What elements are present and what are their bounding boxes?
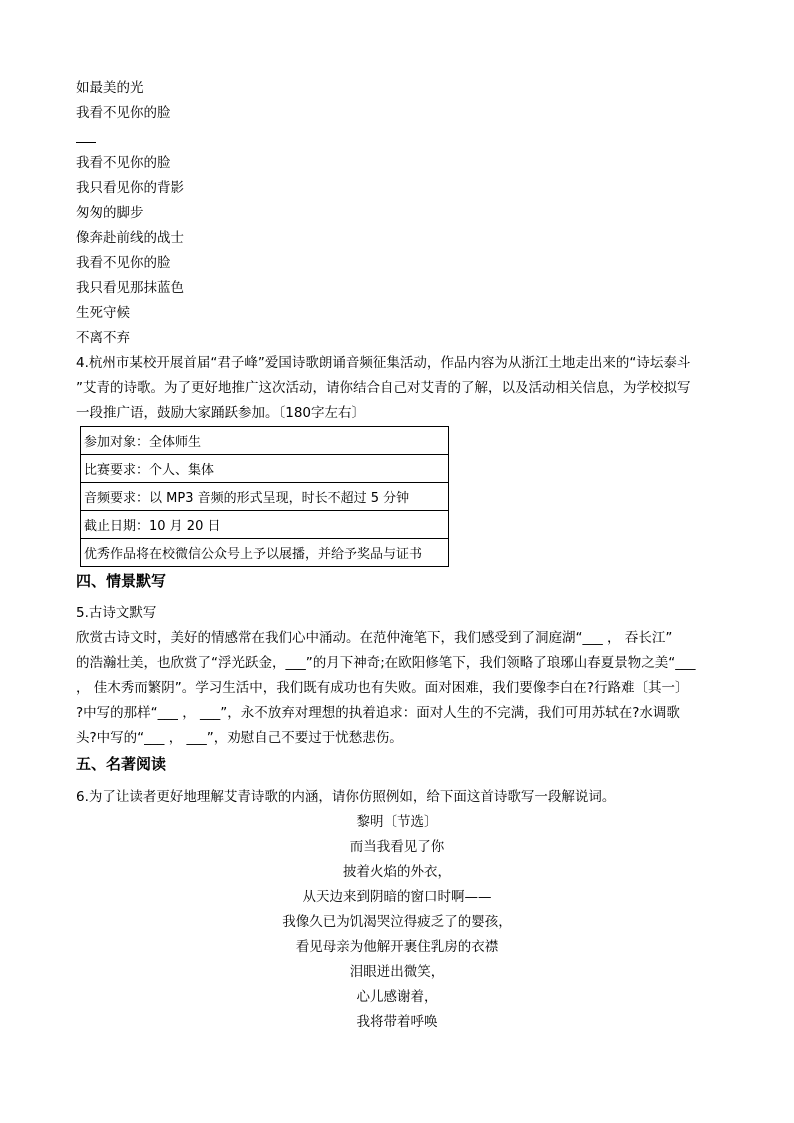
table-row (81, 455, 449, 483)
poem-line: 而当我看见了你 (349, 839, 445, 855)
poem-title: 黎明〔节选〕 (356, 814, 438, 830)
table-cell: 参加对象：全体师生 (81, 427, 449, 455)
poem-line: 我看不见你的脸 (76, 155, 171, 171)
section-heading: 四、情景默写 (76, 572, 167, 590)
question-4-text: 一段推广语，鼓励大家踊跃参加。〔180字左右〕 (76, 405, 366, 421)
table-cell: 优秀作品将在校微信公众号上予以展播，并给予奖品与证书 (81, 539, 449, 567)
table-row (81, 427, 449, 455)
poem-line: 我只看见你的背影 (76, 180, 184, 196)
question-5-text: ?中写的那样“___ ， ___”，永不放弃对理想的执着追求：面对人生的不完满，我们可用苏轼在?水调歌 (76, 705, 680, 721)
poem-line: 披着火焰的外衣， (343, 864, 451, 880)
poem-line: 泪眼迸出微笑， (349, 964, 445, 980)
activity-info-table (80, 426, 449, 567)
poem-line: 我像久已为饥渴哭泣得疲乏了的婴孩， (282, 914, 512, 930)
poem-line: 我看不见你的脸 (76, 105, 171, 121)
question-4-text: ”艾青的诗歌。为了更好地推广这次活动，请你结合自己对艾青的了解，以及活动相关信息，为学校拟写 (76, 380, 691, 396)
poem-line: 我将带着呼唤 (356, 1014, 438, 1030)
question-5-text: 头?中写的“___ ， ___”，劝慰自己不要过于忧愁悲伤。 (76, 730, 403, 746)
poem-line: 不离不弃 (76, 330, 130, 346)
poem-line: 我只看见那抹蓝色 (76, 280, 184, 296)
poem-line: 像奔赴前线的战士 (76, 230, 184, 246)
question-6-text: 6.为了让读者更好地理解艾青诗歌的内涵，请你仿照例如，给下面这首诗歌写一段解说词。 (76, 789, 616, 805)
question-5-text: 的浩瀚壮美，也欣赏了“浮光跃金，___”的月下神奇;在欧阳修笔下，我们领略了琅琊山春夏景物之美“___ (76, 655, 696, 671)
section-heading: 五、名著阅读 (76, 755, 167, 773)
section-divider-dash (76, 142, 96, 143)
poem-line: 心儿感谢着， (356, 989, 438, 1005)
table-row (81, 483, 449, 511)
table-row (81, 511, 449, 539)
question-5-title: 5.古诗文默写 (76, 605, 157, 621)
table-cell: 比赛要求：个人、集体 (81, 455, 449, 483)
table-cell: 截止日期：10 月 20 日 (81, 511, 449, 539)
table-cell: 音频要求：以 MP3 音频的形式呈现，时长不超过 5 分钟 (81, 483, 449, 511)
poem-line: 我看不见你的脸 (76, 255, 171, 271)
question-5-text: 欣赏古诗文时，美好的情感常在我们心中涌动。在范仲淹笔下，我们感受到了洞庭湖“___ ， 吞长江” (76, 630, 673, 646)
question-5-text: ， 佳木秀而繁阴”。学习生活中，我们既有成功也有失败。面对困难，我们要像李白在?行路难〔其一〕 (76, 680, 689, 696)
table-row (81, 539, 449, 567)
question-4-text: 4.杭州市某校开展首届“君子峰”爱国诗歌朗诵音频征集活动，作品内容为从浙江土地走出来的“诗坛泰斗 (76, 355, 691, 371)
poem-line: 生死守候 (76, 305, 130, 321)
poem-line: 从天边来到阴暗的窗口时啊—— (302, 889, 492, 905)
poem-line: 如最美的光 (76, 80, 144, 96)
poem-line: 匆匆的脚步 (76, 205, 144, 221)
poem-line: 看见母亲为他解开裹住乳房的衣襟 (295, 939, 499, 955)
